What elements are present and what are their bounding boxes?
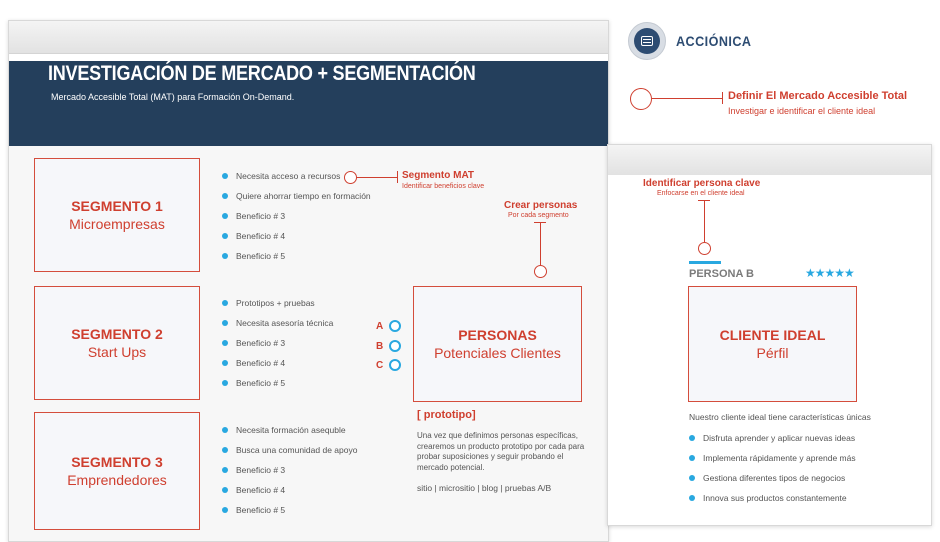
list-item: Beneficio # 4 xyxy=(222,480,357,500)
segment-annotation-subtitle: Identificar beneficios clave xyxy=(402,183,485,190)
persona-annotation-title: Identificar persona clave xyxy=(643,178,761,189)
option-b-ring-icon xyxy=(389,340,401,352)
segment-3-title: SEGMENTO 3 xyxy=(71,454,163,470)
bullet-dot xyxy=(222,427,228,433)
top-annotation-title: Definir El Mercado Accesible Total xyxy=(728,90,908,102)
list-item: Beneficio # 5 xyxy=(222,373,333,393)
bullet-dot xyxy=(222,340,228,346)
prototype-label: [ prototipo] xyxy=(417,409,476,421)
list-item: Beneficio # 4 xyxy=(222,353,333,373)
bullet-dot xyxy=(222,320,228,326)
bullet-dot xyxy=(222,213,228,219)
segment-3-box xyxy=(34,412,200,530)
personas-title: PERSONAS xyxy=(458,327,537,343)
segment-2-benefits xyxy=(222,293,333,393)
page-subtitle: Mercado Accesible Total (MAT) para Formación On-Demand. xyxy=(51,92,295,102)
personas-annotation-marker xyxy=(534,265,547,278)
ideal-client-subtitle: Pérfil xyxy=(756,345,789,361)
list-item: Busca una comunidad de apoyo xyxy=(222,440,357,460)
list-item: Beneficio # 3 xyxy=(222,460,357,480)
personas-annotation-subtitle: Por cada segmento xyxy=(508,212,569,219)
bullet-dot xyxy=(689,495,695,501)
option-b-label: B xyxy=(376,341,384,352)
persona-annotation-marker xyxy=(698,242,711,255)
ideal-client-traits xyxy=(689,428,856,508)
bullet-dot xyxy=(222,380,228,386)
ideal-client-title: CLIENTE IDEAL xyxy=(719,327,826,343)
segment-annotation-title: Segmento MAT xyxy=(402,170,475,181)
option-c-ring-icon xyxy=(389,359,401,371)
bullet-dot xyxy=(222,253,228,259)
option-a-ring-icon xyxy=(389,320,401,332)
segment-2-box xyxy=(34,286,200,400)
segment-3-benefits xyxy=(222,420,357,520)
list-item: Necesita acceso a recursos xyxy=(222,166,371,186)
segment-annotation-marker xyxy=(344,171,357,184)
rating-stars-icon: ★★★★★ xyxy=(805,266,854,280)
bullet-dot xyxy=(222,447,228,453)
bullet-dot xyxy=(222,487,228,493)
main-card-toolbar xyxy=(9,21,608,54)
list-item: Quiere ahorrar tiempo en formación xyxy=(222,186,371,206)
personas-box xyxy=(413,286,582,402)
menu-icon xyxy=(641,36,653,46)
segment-1-subtitle: Microempresas xyxy=(69,216,165,232)
bullet-dot xyxy=(222,300,228,306)
persona-annotation-line xyxy=(704,200,705,242)
prototype-description: Una vez que definimos personas específicas, crearemos un producto prototipo por cada para probar suposiciones y seguir probando el mercado potencial. xyxy=(417,431,585,472)
segment-2-subtitle: Start Ups xyxy=(87,344,147,360)
list-item: Disfruta aprender y aplicar nuevas ideas xyxy=(689,428,856,448)
bullet-dot xyxy=(222,360,228,366)
list-item: Gestiona diferentes tipos de negocios xyxy=(689,468,856,488)
segment-3-subtitle: Emprendedores xyxy=(67,472,167,488)
list-item: Innova sus productos constantemente xyxy=(689,488,856,508)
segment-1-box xyxy=(34,158,200,272)
bullet-dot xyxy=(222,193,228,199)
list-item: Beneficio # 3 xyxy=(222,333,333,353)
bullet-dot xyxy=(222,467,228,473)
list-item: Beneficio # 5 xyxy=(222,246,371,266)
option-c-label: C xyxy=(376,360,384,371)
ideal-client-box xyxy=(688,286,857,402)
list-item: Beneficio # 5 xyxy=(222,500,357,520)
personas-annotation-title: Crear personas xyxy=(504,200,578,211)
brand-logo xyxy=(628,22,666,60)
persona-tab-indicator xyxy=(689,261,721,264)
bullet-dot xyxy=(689,475,695,481)
ideal-client-intro: Nuestro cliente ideal tiene características únicas xyxy=(689,412,871,422)
list-item: Beneficio # 3 xyxy=(222,206,371,226)
list-item: Necesita formación asequble xyxy=(222,420,357,440)
bullet-dot xyxy=(689,455,695,461)
bullet-dot xyxy=(222,507,228,513)
segment-annotation-line xyxy=(357,177,397,178)
list-item: Beneficio # 4 xyxy=(222,226,371,246)
list-item: Necesita asesoría técnica xyxy=(222,313,333,333)
top-annotation-subtitle: Investigar e identificar el cliente ideal xyxy=(728,106,876,116)
persona-annotation-subtitle: Enfocarse en el cliente ideal xyxy=(657,190,745,197)
prototype-links: sitio | micrositio | blog | pruebas A/B xyxy=(417,483,552,493)
segment-2-title: SEGMENTO 2 xyxy=(71,326,163,342)
brand-name: ACCIÓNICA xyxy=(676,33,752,49)
personas-annotation-line xyxy=(540,222,541,265)
persona-card-toolbar xyxy=(608,145,931,176)
list-item: Implementa rápidamente y aprende más xyxy=(689,448,856,468)
annotation-tick xyxy=(722,92,723,104)
personas-subtitle: Potenciales Clientes xyxy=(434,345,561,361)
segment-1-title: SEGMENTO 1 xyxy=(71,198,163,214)
persona-b-label: PERSONA B xyxy=(689,268,754,280)
list-item: Prototipos + pruebas xyxy=(222,293,333,313)
annotation-line xyxy=(652,98,722,99)
annotation-marker xyxy=(630,88,652,110)
page-title: INVESTIGACIÓN DE MERCADO + SEGMENTACIÓN xyxy=(48,62,476,85)
bullet-dot xyxy=(689,435,695,441)
option-a-label: A xyxy=(376,321,384,332)
bullet-dot xyxy=(222,173,228,179)
bullet-dot xyxy=(222,233,228,239)
segment-annotation-tick xyxy=(397,171,398,183)
